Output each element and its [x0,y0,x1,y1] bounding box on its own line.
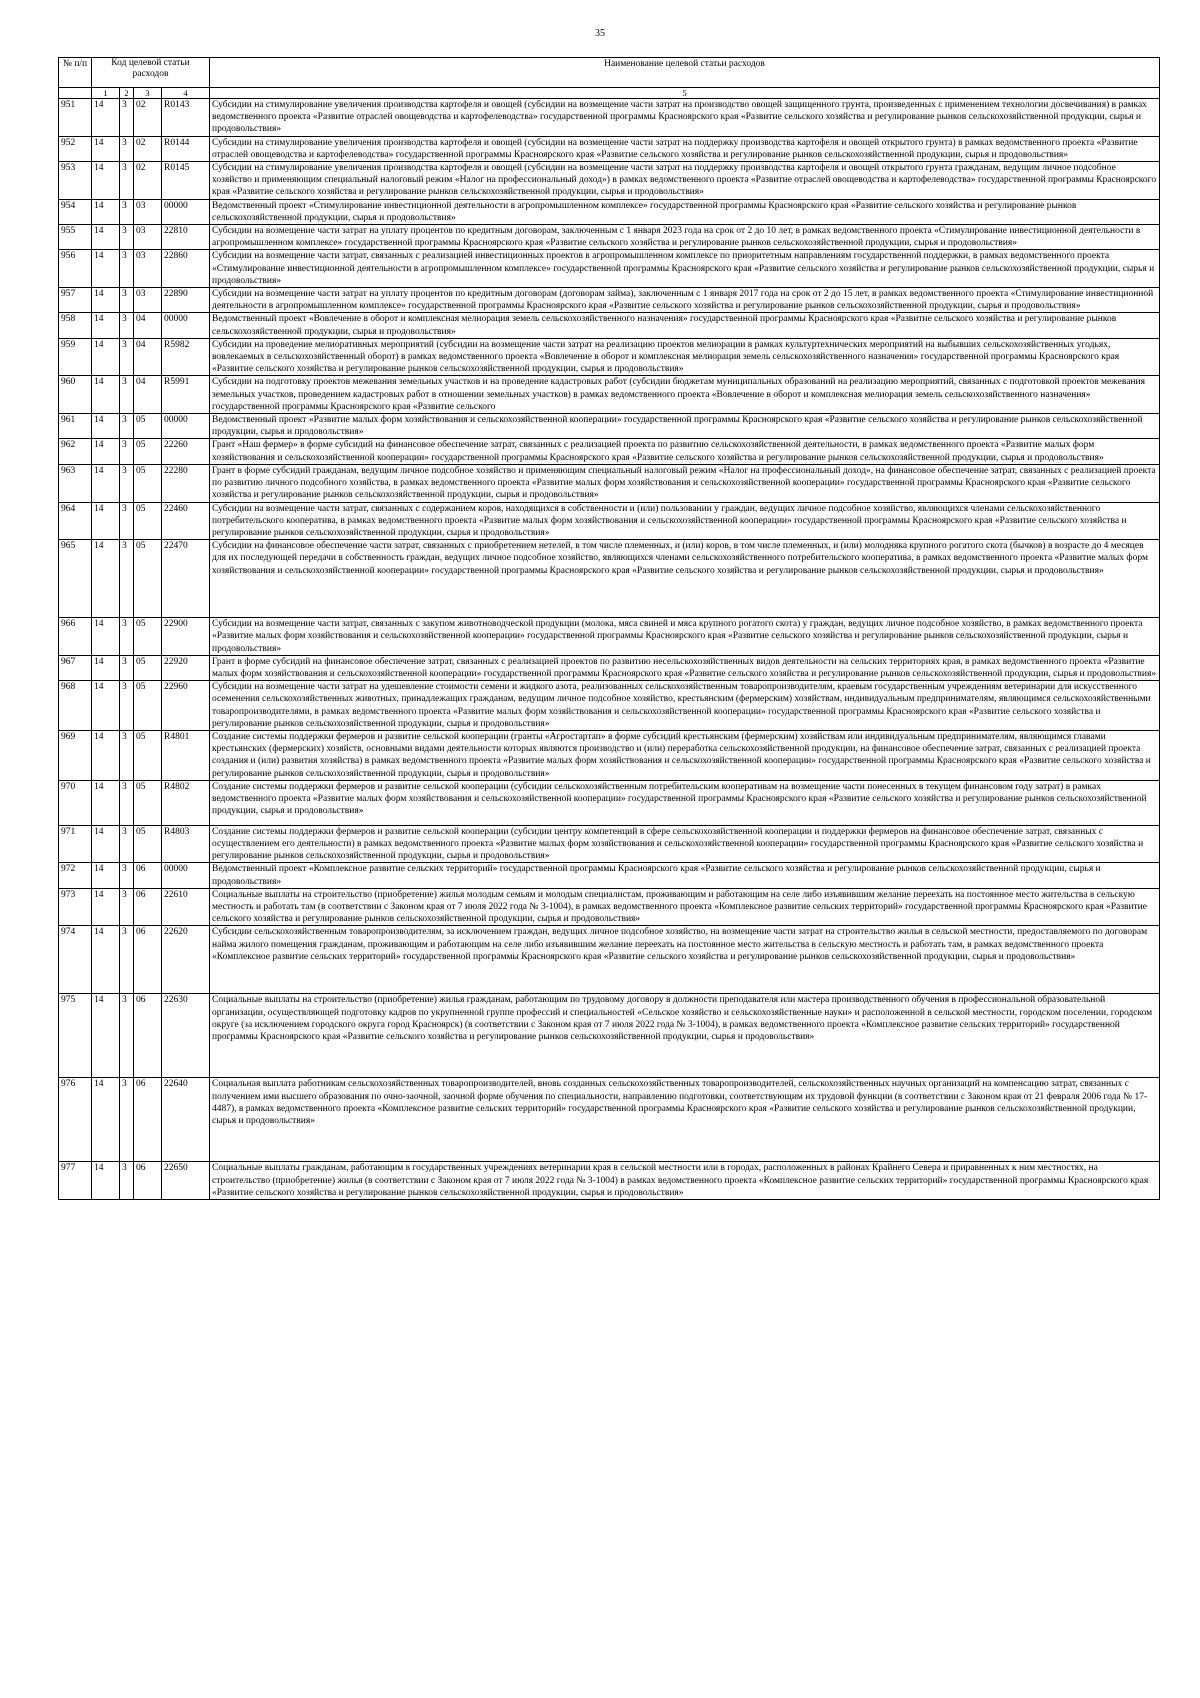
table-row [59,888,1160,926]
code-c3: 05 [134,540,162,618]
code-c4: 22280 [162,464,210,502]
code-c4: 22650 [162,1162,210,1200]
code-c2: 3 [120,540,134,618]
code-c1: 14 [92,338,120,376]
code-c4: 22960 [162,681,210,731]
row-number: 952 [59,136,92,161]
code-c2: 3 [120,618,134,656]
code-c3: 05 [134,439,162,464]
table-row [59,464,1160,502]
code-c2: 3 [120,162,134,200]
table-row [59,136,1160,161]
code-c4: R5982 [162,338,210,376]
code-c3: 06 [134,926,162,994]
table-row [59,681,1160,731]
code-c3: 05 [134,414,162,439]
table-row [59,926,1160,994]
row-number: 963 [59,464,92,502]
row-number: 954 [59,199,92,224]
code-c1: 14 [92,618,120,656]
code-c1: 14 [92,994,120,1078]
row-name: Создание системы поддержки фермеров и развитие сельской кооперации (субсидии сельскохозяйственным потребительским кооперативам на возмещение части понесенных в текущем финансовом году затрат) в рамках ведомственного проекта «Развитие малых форм хозяйствования и сельскохозяйственной кооперации» государственной программы Красноярского края «Развитие сельского хозяйства и регулирование рынков сельскохозяйственной продукции, сырья и продовольствия» [210,780,1160,825]
row-number: 971 [59,825,92,863]
row-number: 958 [59,313,92,338]
row-number: 961 [59,414,92,439]
row-name: Ведомственный проект «Развитие малых форм хозяйствования и сельскохозяйственной кооперации» государственной программы Красноярского края «Развитие сельского хозяйства и регулирование рынков сельскохозяйственной продукции, сырья и продовольствия» [210,414,1160,439]
row-name: Ведомственный проект «Вовлечение в оборот и комплексная мелиорация земель сельскохозяйственного назначения» государственной программы Красноярского края «Развитие сельского хозяйства и регулирование рынков сельскохозяйственной продукции, сырья и продовольствия» [210,313,1160,338]
table-row [59,199,1160,224]
code-c2: 3 [120,681,134,731]
code-c4: R4801 [162,730,210,780]
code-c4: 22890 [162,288,210,313]
code-c1: 14 [92,730,120,780]
code-c2: 3 [120,338,134,376]
row-number: 976 [59,1078,92,1162]
code-c4: 22810 [162,225,210,250]
row-name: Субсидии на возмещение части затрат, связанных с содержанием коров, находящихся в собственности и (или) пользовании у граждан, ведущих личное подсобное хозяйство, являющихся членами сельскохозяйственного потребительского кооператива, в рамках ведомственного проекта «Развитие малых форм хозяйствования и сельскохозяйственной кооперации» государственной программы Красноярского края «Развитие сельского хозяйства и регулирование рынков сельскохозяйственной продукции, сырья и продовольствия» [210,502,1160,540]
header-name: Наименование целевой статьи расходов [210,58,1160,88]
code-c4: 22470 [162,540,210,618]
code-c2: 3 [120,730,134,780]
code-c3: 03 [134,225,162,250]
code-c1: 14 [92,681,120,731]
row-number: 970 [59,780,92,825]
code-c1: 14 [92,225,120,250]
col-number: 4 [162,88,210,99]
row-number: 968 [59,681,92,731]
table-row [59,780,1160,825]
code-c4: R0143 [162,99,210,137]
row-name: Субсидии на возмещение части затрат, связанных с закупом животноводческой продукции (молока, мяса свиней и мяса крупного рогатого скота) у граждан, ведущих личное подсобное хозяйство, в рамках ведомственного проекта «Развитие малых форм хозяйствования и сельскохозяйственной кооперации» государственной программы Красноярского края «Развитие сельского хозяйства и регулирование рынков сельскохозяйственной продукции, сырья и продовольствия» [210,618,1160,656]
code-c1: 14 [92,1078,120,1162]
code-c4: 22640 [162,1078,210,1162]
code-c3: 05 [134,655,162,680]
row-number: 956 [59,250,92,288]
code-c3: 06 [134,1162,162,1200]
table-row [59,439,1160,464]
code-c4: 22920 [162,655,210,680]
code-c3: 04 [134,376,162,414]
row-name: Субсидии на возмещение части затрат на уплату процентов по кредитным договорам (договорам займа), заключенным с 1 января 2017 года на срок от 2 до 15 лет, в рамках ведомственного проекта «Стимулирование инвестиционной деятельности в агропромышленном комплексе» государственной программы Красноярского края «Развитие сельского хозяйства и регулирование рынков сельскохозяйственной продукции, сырья и продовольствия» [210,288,1160,313]
code-c1: 14 [92,439,120,464]
code-c3: 02 [134,162,162,200]
code-c2: 3 [120,199,134,224]
code-c3: 03 [134,250,162,288]
row-name: Грант «Наш фермер» в форме субсидий на финансовое обеспечение затрат, связанных с реализацией проекта по развитию сельскохозяйственной деятельности, в рамках ведомственного проекта «Развитие малых форм хозяйствования и сельскохозяйственной кооперации» государственной программы Красноярского края «Развитие сельского хозяйства и регулирование рынков сельскохозяйственной продукции, сырья и продовольствия» [210,439,1160,464]
table-row [59,162,1160,200]
row-name: Субсидии на возмещение части затрат, связанных с реализацией инвестиционных проектов в агропромышленном комплексе по приоритетным направлениям государственной поддержки, в рамках ведомственного проекта «Стимулирование инвестиционной деятельности в агропромышленном комплексе» государственной программы Красноярского края «Развитие сельского хозяйства и регулирование рынков сельскохозяйственной продукции, сырья и продовольствия» [210,250,1160,288]
header-code: Код целевой статьи расходов [92,58,210,88]
code-c1: 14 [92,414,120,439]
code-c2: 3 [120,926,134,994]
row-number: 977 [59,1162,92,1200]
code-c2: 3 [120,825,134,863]
code-c4: 22630 [162,994,210,1078]
row-name: Ведомственный проект «Стимулирование инвестиционной деятельности в агропромышленном комплексе» государственной программы Красноярского края «Развитие сельского хозяйства и регулирование рынков сельскохозяйственной продукции, сырья и продовольствия» [210,199,1160,224]
code-c2: 3 [120,414,134,439]
row-number: 957 [59,288,92,313]
code-c2: 3 [120,250,134,288]
code-c4: 00000 [162,414,210,439]
row-name: Субсидии сельскохозяйственным товаропроизводителям, за исключением граждан, ведущих личное подсобное хозяйство, на возмещение части затрат на строительство жилья в сельской местности, предоставляемого по договорам найма жилого помещения гражданам, проживающим и работающим на селе либо изъявившим желание переехать на постоянное место жительства в сельскую местность и работать там, в рамках ведомственного проекта «Комплексное развитие сельских территорий» государственной программы Красноярского края «Развитие сельского хозяйства и регулирование рынков сельскохозяйственной продукции, сырья и продовольствия» [210,926,1160,994]
row-name: Ведомственный проект «Комплексное развитие сельских территорий» государственной программы Красноярского края «Развитие сельского хозяйства и регулирование рынков сельскохозяйственной продукции, сырья и продовольствия» [210,863,1160,888]
table-row [59,994,1160,1078]
code-c3: 06 [134,1078,162,1162]
code-c2: 3 [120,655,134,680]
col-number: 5 [210,88,1160,99]
code-c3: 04 [134,338,162,376]
code-c1: 14 [92,313,120,338]
code-c2: 3 [120,439,134,464]
row-name: Субсидии на возмещение части затрат на удешевление стоимости семени и жидкого азота, реализованных сельскохозяйственным товаропроизводителям, краевым государственным учреждениям ветеринарии для искусственного осеменения сельскохозяйственных животных, принадлежащих гражданам, ведущим личное подсобное хозяйство, крестьянским (фермерским) хозяйствам, индивидуальным предпринимателям, являющимся сельскохозяйственными товаропроизводителями, в рамках ведомственного проекта «Развитие малых форм хозяйствования и сельскохозяйственной кооперации» государственной программы Красноярского края «Развитие сельского хозяйства и регулирование рынков сельскохозяйственной продукции, сырья и продовольствия» [210,681,1160,731]
code-c1: 14 [92,288,120,313]
code-c3: 06 [134,994,162,1078]
code-c2: 3 [120,502,134,540]
code-c1: 14 [92,655,120,680]
code-c2: 3 [120,1162,134,1200]
row-number: 972 [59,863,92,888]
code-c1: 14 [92,502,120,540]
row-name: Субсидии на финансовое обеспечение части затрат, связанных с приобретением нетелей, в том числе племенных, и (или) коров, в том числе племенных, и (или) молодняка крупного рогатого скота (бычков) в возрасте до 4 месяцев для их последующей передачи в собственность граждан, ведущих личное подсобное хозяйство, являющихся членами сельскохозяйственного потребительского кооператива, в рамках ведомственного проекта «Развитие малых форм хозяйствования и сельскохозяйственной кооперации» государственной программы Красноярского края «Развитие сельского хозяйства и регулирование рынков сельскохозяйственной продукции, сырья и продовольствия» [210,540,1160,618]
row-number: 973 [59,888,92,926]
code-c2: 3 [120,863,134,888]
code-c3: 05 [134,618,162,656]
row-number: 960 [59,376,92,414]
row-number: 959 [59,338,92,376]
table-row [59,99,1160,137]
row-name: Субсидии на подготовку проектов межевания земельных участков и на проведение кадастровых работ (субсидии бюджетам муниципальных образований на реализацию мероприятий, связанных с подготовкой проектов межевания земельных участков, проведением кадастровых работ в отношении земельных участков) в рамках ведомственного проекта «Вовлечение в оборот и комплексная мелиорация земель сельскохозяйственного назначения» государственной программы Красноярского края «Развитие сельского [210,376,1160,414]
code-c3: 05 [134,825,162,863]
row-name: Субсидии на стимулирование увеличения производства картофеля и овощей (субсидии на возмещение части затрат на поддержку производства картофеля и овощей открытого грунта) в рамках ведомственного проекта «Развитие отраслей овощеводства и картофелеводства» государственной программы Красноярского края «Развитие сельского хозяйства и регулирование рынков сельскохозяйственной продукции, сырья и продовольствия» [210,136,1160,161]
code-c4: R0144 [162,136,210,161]
code-c4: 00000 [162,313,210,338]
table-row [59,1078,1160,1162]
row-number: 966 [59,618,92,656]
table-row [59,502,1160,540]
code-c1: 14 [92,162,120,200]
code-c2: 3 [120,888,134,926]
page-number: 35 [595,28,605,39]
row-name: Социальная выплата работникам сельскохозяйственных товаропроизводителей, вновь созданных сельскохозяйственных товаропроизводителей, сельскохозяйственных научных организаций на компенсацию затрат, связанных с получением ими высшего образования по очно-заочной, заочной форме обучения по специальности, направлению подготовки, соответствующим их трудовой функции (в соответствии с Законом края от 21 февраля 2006 года № 17-4487), в рамках ведомственного проекта «Комплексное развитие сельских территорий» государственной программы Красноярского края «Развитие сельского хозяйства и регулирование рынков сельскохозяйственной продукции, сырья и продовольствия» [210,1078,1160,1162]
row-name: Субсидии на стимулирование увеличения производства картофеля и овощей (субсидии на возмещение части затрат на производство овощей защищенного грунта, произведенных с применением технологии досвечивания) в рамках ведомственного проекта «Развитие отраслей овощеводства и картофелеводства» государственной программы Красноярского края «Развитие сельского хозяйства и регулирование рынков сельскохозяйственной продукции, сырья и продовольствия» [210,99,1160,137]
code-c2: 3 [120,288,134,313]
code-c3: 02 [134,136,162,161]
row-name: Социальные выплаты на строительство (приобретение) жилья гражданам, работающим по трудовому договору в должности преподавателя или мастера производственного обучения в профессиональной образовательной организации, осуществляющей подготовку кадров по укрупненной группе профессий и специальностей «Сельское хозяйство и сельскохозяйственные науки» и расположенной в сельской местности, городском поселении, городском округе (за исключением городского округа город Красноярск) (в соответствии с Законом края от 7 июля 2022 года № 3-1004), в рамках ведомственного проекта «Комплексное развитие сельских территорий» государственной программы Красноярского края «Развитие сельского хозяйства и регулирование рынков сельскохозяйственной продукции, сырья и продовольствия» [210,994,1160,1078]
code-c3: 05 [134,502,162,540]
budget-table [58,57,1160,1200]
table-row [59,376,1160,414]
code-c2: 3 [120,99,134,137]
code-c3: 05 [134,780,162,825]
code-c1: 14 [92,1162,120,1200]
code-c1: 14 [92,99,120,137]
code-c3: 02 [134,99,162,137]
row-number: 964 [59,502,92,540]
code-c3: 05 [134,730,162,780]
row-name: Грант в форме субсидий на финансовое обеспечение затрат, связанных с реализацией проектов по развитию несельскохозяйственных видов деятельности на сельских территориях края, в рамках ведомственного проекта «Развитие малых форм хозяйствования и сельскохозяйственной кооперации» государственной программы Красноярского края «Развитие сельского хозяйства и регулирование рынков сельскохозяйственной продукции, сырья и продовольствия» [210,655,1160,680]
code-c1: 14 [92,136,120,161]
code-c3: 05 [134,464,162,502]
code-c4: 00000 [162,199,210,224]
table-row [59,414,1160,439]
row-name: Социальные выплаты гражданам, работающим в государственных учреждениях ветеринарии края в сельской местности или в городах, расположенных в районах Крайнего Севера и приравненных к ним местностях, на строительство (приобретение) жилья (в соответствии с Законом края от 7 июля 2022 года № 3-1004) в рамках ведомственного проекта «Комплексное развитие сельских территорий» государственной программы Красноярского края «Развитие сельского хозяйства и регулирование рынков сельскохозяйственной продукции, сырья и продовольствия» [210,1162,1160,1200]
code-c1: 14 [92,540,120,618]
code-c2: 3 [120,313,134,338]
code-c1: 14 [92,376,120,414]
code-c1: 14 [92,250,120,288]
code-c1: 14 [92,780,120,825]
table-row [59,863,1160,888]
table-row [59,655,1160,680]
code-c1: 14 [92,863,120,888]
code-c4: R5991 [162,376,210,414]
code-c2: 3 [120,1078,134,1162]
row-number: 962 [59,439,92,464]
code-c4: 22900 [162,618,210,656]
row-name: Грант в форме субсидий гражданам, ведущим личное подсобное хозяйство и применяющим специальный налоговый режим «Налог на профессиональный доход», на финансовое обеспечение затрат, связанных с реализацией проекта по развитию личного подсобного хозяйства, в рамках ведомственного проекта «Развитие малых форм хозяйствования и сельскохозяйственной кооперации» государственной программы Красноярского края «Развитие сельского хозяйства и регулирование рынков сельскохозяйственной продукции, сырья и продовольствия» [210,464,1160,502]
code-c3: 03 [134,199,162,224]
code-c1: 14 [92,825,120,863]
header-num: № п/п [59,58,92,88]
code-c4: R4803 [162,825,210,863]
col-number: 2 [120,88,134,99]
code-c1: 14 [92,926,120,994]
code-c1: 14 [92,888,120,926]
code-c2: 3 [120,136,134,161]
code-c4: R4802 [162,780,210,825]
code-c3: 06 [134,863,162,888]
row-number: 955 [59,225,92,250]
row-number: 953 [59,162,92,200]
code-c3: 04 [134,313,162,338]
code-c4: 22860 [162,250,210,288]
code-c4: 22260 [162,439,210,464]
table-row [59,288,1160,313]
row-number: 975 [59,994,92,1078]
code-c4: 22460 [162,502,210,540]
row-number: 965 [59,540,92,618]
row-number: 974 [59,926,92,994]
code-c1: 14 [92,199,120,224]
code-c2: 3 [120,376,134,414]
table-body [59,99,1160,1200]
col-number: 3 [134,88,162,99]
row-number: 951 [59,99,92,137]
code-c4: 22610 [162,888,210,926]
row-name: Создание системы поддержки фермеров и развитие сельской кооперации (субсидии центру компетенций в сфере сельскохозяйственной кооперации и поддержки фермеров на финансовое обеспечение затрат, связанных с осуществлением его деятельности) в рамках ведомственного проекта «Развитие малых форм хозяйствования и сельскохозяйственной кооперации» государственной программы Красноярского края «Развитие сельского хозяйства и регулирование рынков сельскохозяйственной продукции, сырья и продовольствия» [210,825,1160,863]
code-c1: 14 [92,464,120,502]
code-c2: 3 [120,225,134,250]
table-row [59,313,1160,338]
code-c4: 22620 [162,926,210,994]
table-row [59,250,1160,288]
code-c3: 05 [134,681,162,731]
table-row [59,338,1160,376]
row-name: Субсидии на проведение мелиоративных мероприятий (субсидии на возмещение части затрат на реализацию проектов мелиорации в рамках культуртехнических мероприятий на выбывших сельскохозяйственных угодьях, вовлекаемых в сельскохозяйственный оборот) в рамках ведомственного проекта «Вовлечение в оборот и комплексная мелиорация земель сельскохозяйственного назначения» государственной программы Красноярского края «Развитие сельского хозяйства и регулирование рынков сельскохозяйственной продукции, сырья и продовольствия» [210,338,1160,376]
row-name: Субсидии на возмещение части затрат на уплату процентов по кредитным договорам, заключенным с 1 января 2023 года на срок от 2 до 10 лет, в рамках ведомственного проекта «Стимулирование инвестиционной деятельности в агропромышленном комплексе» государственной программы Красноярского края «Развитие сельского хозяйства и регулирование рынков сельскохозяйственной продукции, сырья и продовольствия» [210,225,1160,250]
table-row [59,825,1160,863]
row-number: 969 [59,730,92,780]
code-c3: 03 [134,288,162,313]
code-c2: 3 [120,464,134,502]
code-c4: R0145 [162,162,210,200]
table-row [59,1162,1160,1200]
table-row [59,730,1160,780]
code-c4: 00000 [162,863,210,888]
row-name: Субсидии на стимулирование увеличения производства картофеля и овощей (субсидии на возмещение части затрат на поддержку производства картофеля и овощей открытого грунта гражданам, ведущим личное подсобное хозяйство и применяющим специальный налоговый режим «Налог на профессиональный доход») в рамках ведомственного проекта «Развитие отраслей овощеводства и картофелеводства» государственной программы Красноярского края «Развитие сельского хозяйства и регулирование рынков сельскохозяйственной продукции, сырья и продовольствия» [210,162,1160,200]
code-c3: 06 [134,888,162,926]
table-row [59,540,1160,618]
code-c2: 3 [120,994,134,1078]
table-row [59,225,1160,250]
col-number [59,88,92,99]
row-name: Создание системы поддержки фермеров и развитие сельской кооперации (гранты «Агростартап» в форме субсидий крестьянским (фермерским) хозяйствам или индивидуальным предпринимателям, являющимся главами крестьянских (фермерских) хозяйств, основными видами деятельности которых являются производство и (или) переработка сельскохозяйственной продукции, на финансовое обеспечение затрат, связанных с реализацией проекта создания и (или) развития хозяйства) в рамках ведомственного проекта «Развитие малых форм хозяйствования и сельскохозяйственной кооперации» государственной программы Красноярского края «Развитие сельского хозяйства и регулирование рынков сельскохозяйственной продукции, сырья и продовольствия» [210,730,1160,780]
code-c2: 3 [120,780,134,825]
row-name: Социальные выплаты на строительство (приобретение) жилья молодым семьям и молодым специалистам, проживающим и работающим на селе либо изъявившим желание переехать на постоянное место жительства в сельскую местность и работать там (в соответствии с Законом края от 7 июля 2022 года № 3-1004), в рамках ведомственного проекта «Комплексное развитие сельских территорий» государственной программы Красноярского края «Развитие сельского хозяйства и регулирование рынков сельскохозяйственной продукции, сырья и продовольствия» [210,888,1160,926]
col-number: 1 [92,88,120,99]
row-number: 967 [59,655,92,680]
table-row [59,618,1160,656]
